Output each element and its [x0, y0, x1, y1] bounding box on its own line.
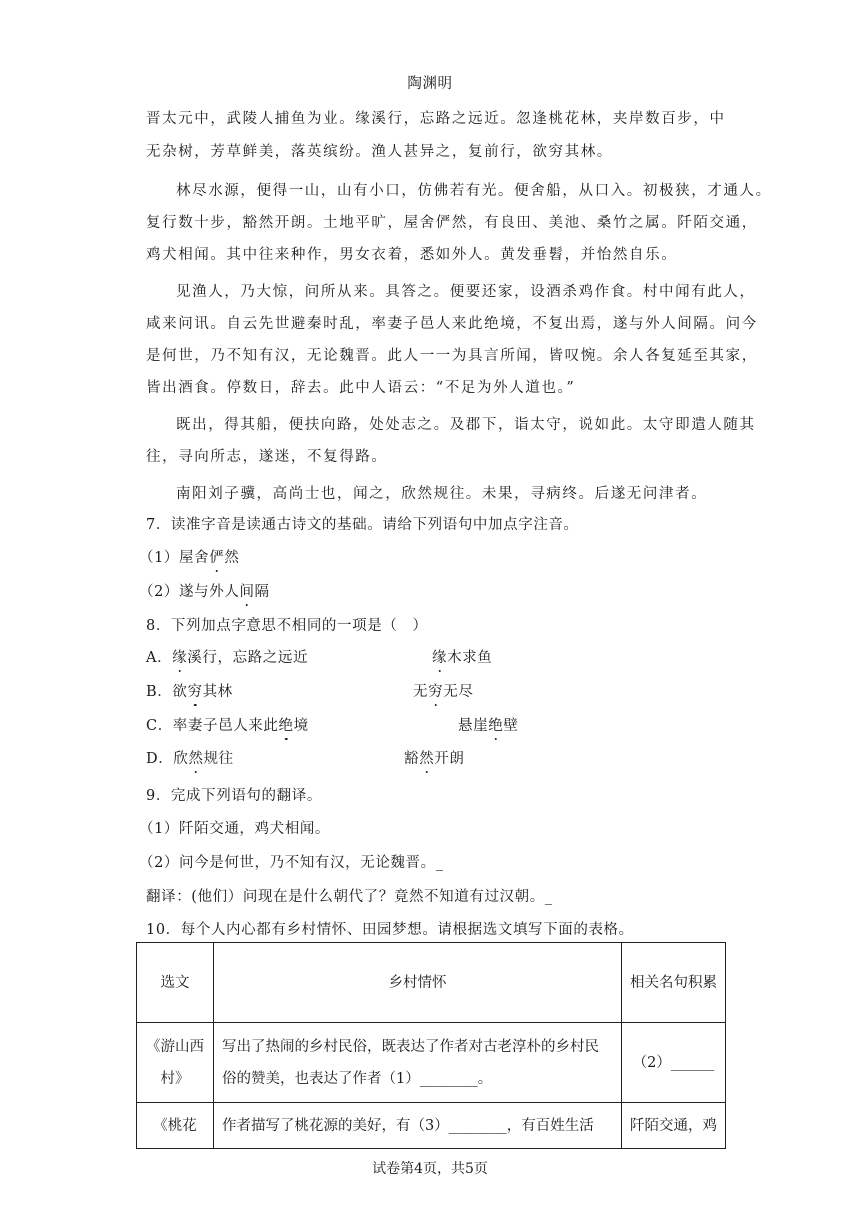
question-10-stem: 10．每个人内心都有乡村情怀、田园梦想。请根据选文填写下面的表格。 [146, 922, 634, 938]
passage-line: 鸡犬相闻。其中往来种作，男女衣着，悉如外人。黄发垂髫，并怡然自乐。 [146, 247, 678, 263]
passage-line: 晋太元中，武陵人捕鱼为业。缘溪行，忘路之远近。忽逢桃花林，夹岸数百步，中 [146, 111, 726, 127]
table-cell: 作者描写了桃花源的美好，有（3）________，有百姓生活 [214, 1103, 622, 1149]
option-b-compare: 无穷无尽 [413, 680, 473, 701]
table-cell: 《游山西村》 [137, 1023, 214, 1103]
dotted-char: 绝 [279, 714, 294, 735]
table-header-row [137, 943, 726, 1023]
passage-line: 无杂树，芳草鲜美，落英缤纷。渔人甚异之，复前行，欲穷其林。 [146, 144, 613, 160]
question-7-item-2: （2）遂与外人间隔 [139, 580, 270, 601]
option-d-compare: 豁然开朗 [404, 747, 464, 768]
question-9-stem: 9．完成下列语句的翻译。 [146, 788, 322, 804]
dotted-char: 然 [419, 747, 434, 768]
dotted-char: 绝 [488, 714, 503, 735]
option-a-compare: 缘木求鱼 [432, 646, 492, 667]
dotted-char: 间 [239, 580, 254, 601]
answer-table [136, 942, 726, 1149]
page-footer: 试卷第4页，共5页 [372, 1161, 488, 1177]
question-9-translation: 翻译：(他们）问现在是什么朝代了？竟然不知道有过汉朝。_ [146, 889, 553, 905]
option-c: C．率妻子邑人来此绝境 [146, 714, 309, 735]
dotted-char: 俨 [209, 546, 224, 567]
passage-line: 复行数十步，豁然开朗。土地平旷，屋舍俨然，有良田、美池、桑竹之属。阡陌交通， [146, 215, 758, 231]
passage-line: 往，寻向所志，遂迷，不复得路。 [146, 449, 388, 465]
option-b: B．欲穷其林 [146, 680, 233, 701]
table-row [137, 1023, 726, 1103]
table-row [137, 1103, 726, 1149]
question-8-stem: 8．下列加点字意思不相同的一项是（ ） [146, 618, 428, 634]
passage-line: 南阳刘子骥，高尚士也，闻之，欣然规往。未果，寻病终。后遂无问津者。 [176, 486, 708, 502]
passage-line: 既出，得其船，便扶向路，处处志之。及郡下，诣太守，说如此。太守即遣人随其 [176, 417, 756, 433]
dotted-char: 穷 [187, 680, 202, 701]
option-c-compare: 悬崖绝壁 [458, 714, 518, 735]
option-d: D．欣然规往 [146, 747, 234, 768]
table-cell: 阡陌交通，鸡 [622, 1103, 726, 1149]
table-cell: 写出了热闹的乡村民俗，既表达了作者对古老淳朴的乡村民俗的赞美，也表达了作者（1）________。 [214, 1023, 622, 1103]
dotted-char: 然 [188, 747, 203, 768]
table-header-cell: 乡村情怀 [214, 943, 622, 1023]
table-cell: （2）______ [622, 1023, 726, 1103]
passage-line: 见渔人，乃大惊，问所从来。具答之。便要还家，设酒杀鸡作食。村中闻有此人， [176, 284, 756, 300]
question-7-item-1: （1）屋舍俨然 [139, 546, 239, 567]
table-header-cell: 相关名句积累 [622, 943, 726, 1023]
passage-line: 皆出酒食。停数日，辞去。此中人语云：“不足为外人道也。” [146, 380, 576, 396]
passage-line: 咸来问讯。自云先世避秦时乱，率妻子邑人来此绝境，不复出焉，遂与外人间隔。问今 [146, 316, 758, 332]
dotted-char: 缘 [172, 646, 187, 667]
question-7-stem: 7．读准字音是读通古诗文的基础。请给下列语句中加点字注音。 [146, 517, 579, 533]
table-header-cell: 选文 [137, 943, 214, 1023]
question-9-item-2: （2）问今是何世，乃不知有汉，无论魏晋。_ [139, 855, 444, 871]
author-heading: 陶渊明 [407, 76, 453, 92]
table-cell: 《桃花 [137, 1103, 214, 1149]
option-a: A．缘溪行，忘路之远近 [146, 646, 308, 667]
question-9-item-1: （1）阡陌交通，鸡犬相闻。 [139, 821, 331, 837]
dotted-char: 穷 [428, 680, 443, 701]
dotted-char: 缘 [432, 646, 447, 667]
passage-line: 是何世，乃不知有汉，无论魏晋。此人一一为具言所闻，皆叹惋。余人各复延至其家， [146, 348, 758, 364]
passage-line: 林尽水源，便得一山，山有小口，仿佛若有光。便舍船，从口入。初极狭，才通人。 [176, 183, 772, 199]
